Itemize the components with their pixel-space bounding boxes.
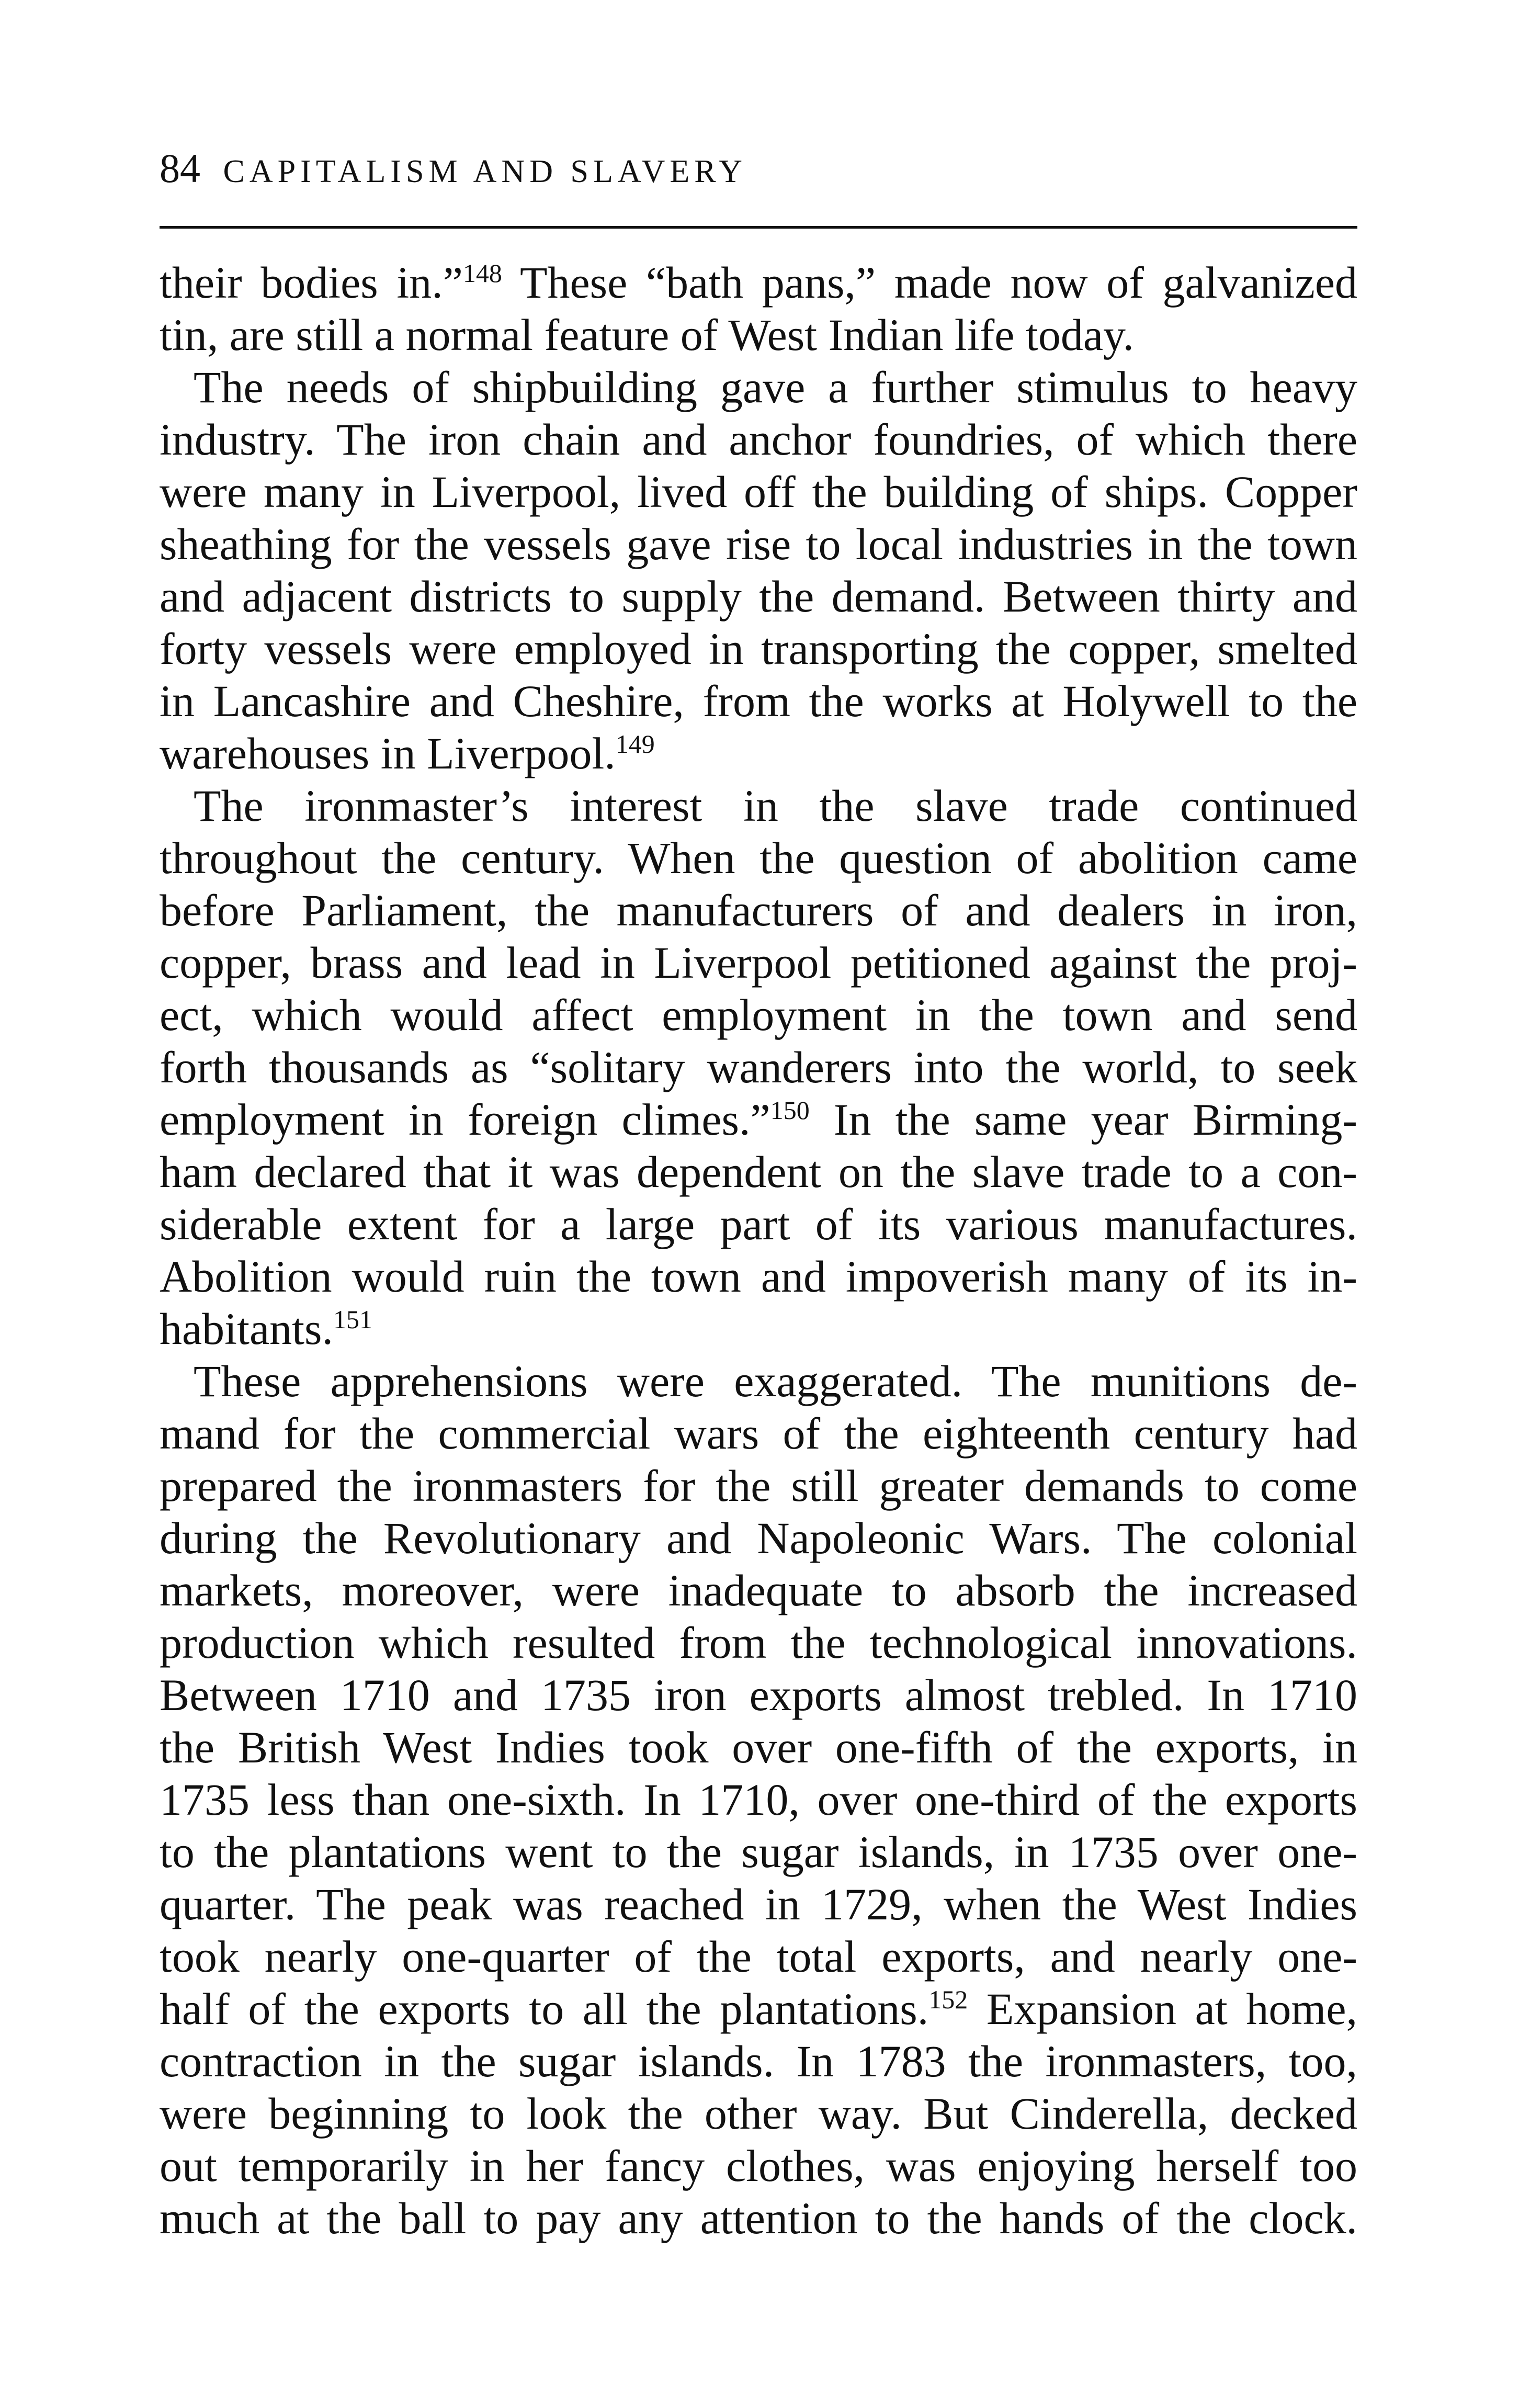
text-line: Between 1710 and 1735 iron exports almost trebled. In 1710 [160,1670,1357,1720]
paragraph-start: The ironmaster’s interest in the slave trade continued [194,781,1357,831]
text-line: siderable extent for a large part of its various manufactures. [160,1199,1357,1249]
text-line: quarter. The peak was reached in 1729, when the West Indies [160,1879,1357,1929]
text-line: were beginning to look the other way. But Cinderella, decked [160,2088,1357,2139]
text-line: mand for the commercial wars of the eighteenth century had [160,1408,1357,1459]
text-line: sheathing for the vessels gave rise to local industries in the town [160,519,1357,569]
paragraph-start: The needs of shipbuilding gave a further stimulus to heavy [194,362,1357,412]
text-line: employment in foreign climes.”$^{150}$ In the same year Birming- [160,1094,1357,1145]
text-line: their bodies in.”$^{148}$ These “bath pans,” made now of galvanized [160,257,1357,308]
text-line: to the plantations went to the sugar islands, in 1735 over one- [160,1827,1357,1877]
text-line: contraction in the sugar islands. In 1783 the ironmasters, too, [160,2036,1357,2086]
text-line: Abolition would ruin the town and impoverish many of its in- [160,1251,1357,1302]
text-line: ham declared that it was dependent on the slave trade to a con- [160,1147,1357,1197]
footnote-ref: 150 [770,1095,810,1125]
text-line: out temporarily in her fancy clothes, was enjoying herself too [160,2141,1357,2191]
text-line: took nearly one-quarter of the total exports, and nearly one- [160,1931,1357,1982]
text-line: warehouses in Liverpool.$^{149}$ [160,728,655,778]
text-line: half of the exports to all the plantations.$^{152}$ Expansion at home, [160,1984,1357,2034]
text-line: prepared the ironmasters for the still greater demands to come [160,1461,1357,1511]
text-line: much at the ball to pay any attention to the hands of the clock. [160,2193,1357,2243]
text-line: industry. The iron chain and anchor foundries, of which there [160,414,1357,465]
text-line: habitants.$^{151}$ [160,1304,372,1354]
text-line: 1735 less than one-sixth. In 1710, over one-third of the exports [160,1774,1357,1825]
paragraph-start: These apprehensions were exaggerated. The munitions de- [194,1356,1357,1406]
running-header [160,145,747,193]
text-line: tin, are still a normal feature of West Indian life today. [160,310,1134,360]
text-line: and adjacent districts to supply the demand. Between thirty and [160,571,1357,621]
footnote-ref: 151 [333,1305,372,1334]
text-line: the British West Indies took over one-fifth of the exports, in [160,1722,1357,1772]
running-head-title: CAPITALISM AND SLAVERY [223,154,747,189]
text-line: production which resulted from the technological innovations. [160,1618,1357,1668]
text-line: before Parliament, the manufacturers of and dealers in iron, [160,885,1357,935]
page-number: 84 [160,145,200,191]
text-line: forty vessels were employed in transporting the copper, smelted [160,624,1357,674]
text-line: ect, which would affect employment in the town and send [160,990,1357,1040]
text-line: forth thousands as “solitary wanderers into the world, to seek [160,1042,1357,1092]
header-rule [160,226,1357,229]
footnote-ref: 148 [462,258,502,288]
text-line: copper, brass and lead in Liverpool petitioned against the proj- [160,937,1357,988]
text-line: were many in Liverpool, lived off the building of ships. Copper [160,467,1357,517]
text-line: in Lancashire and Cheshire, from the works at Holywell to the [160,676,1357,726]
footnote-ref: 152 [928,1985,968,2014]
text-line: during the Revolutionary and Napoleonic Wars. The colonial [160,1513,1357,1563]
text-line: markets, moreover, were inadequate to absorb the increased [160,1565,1357,1615]
footnote-ref: 149 [615,729,655,759]
text-line: throughout the century. When the question of abolition came [160,833,1357,883]
